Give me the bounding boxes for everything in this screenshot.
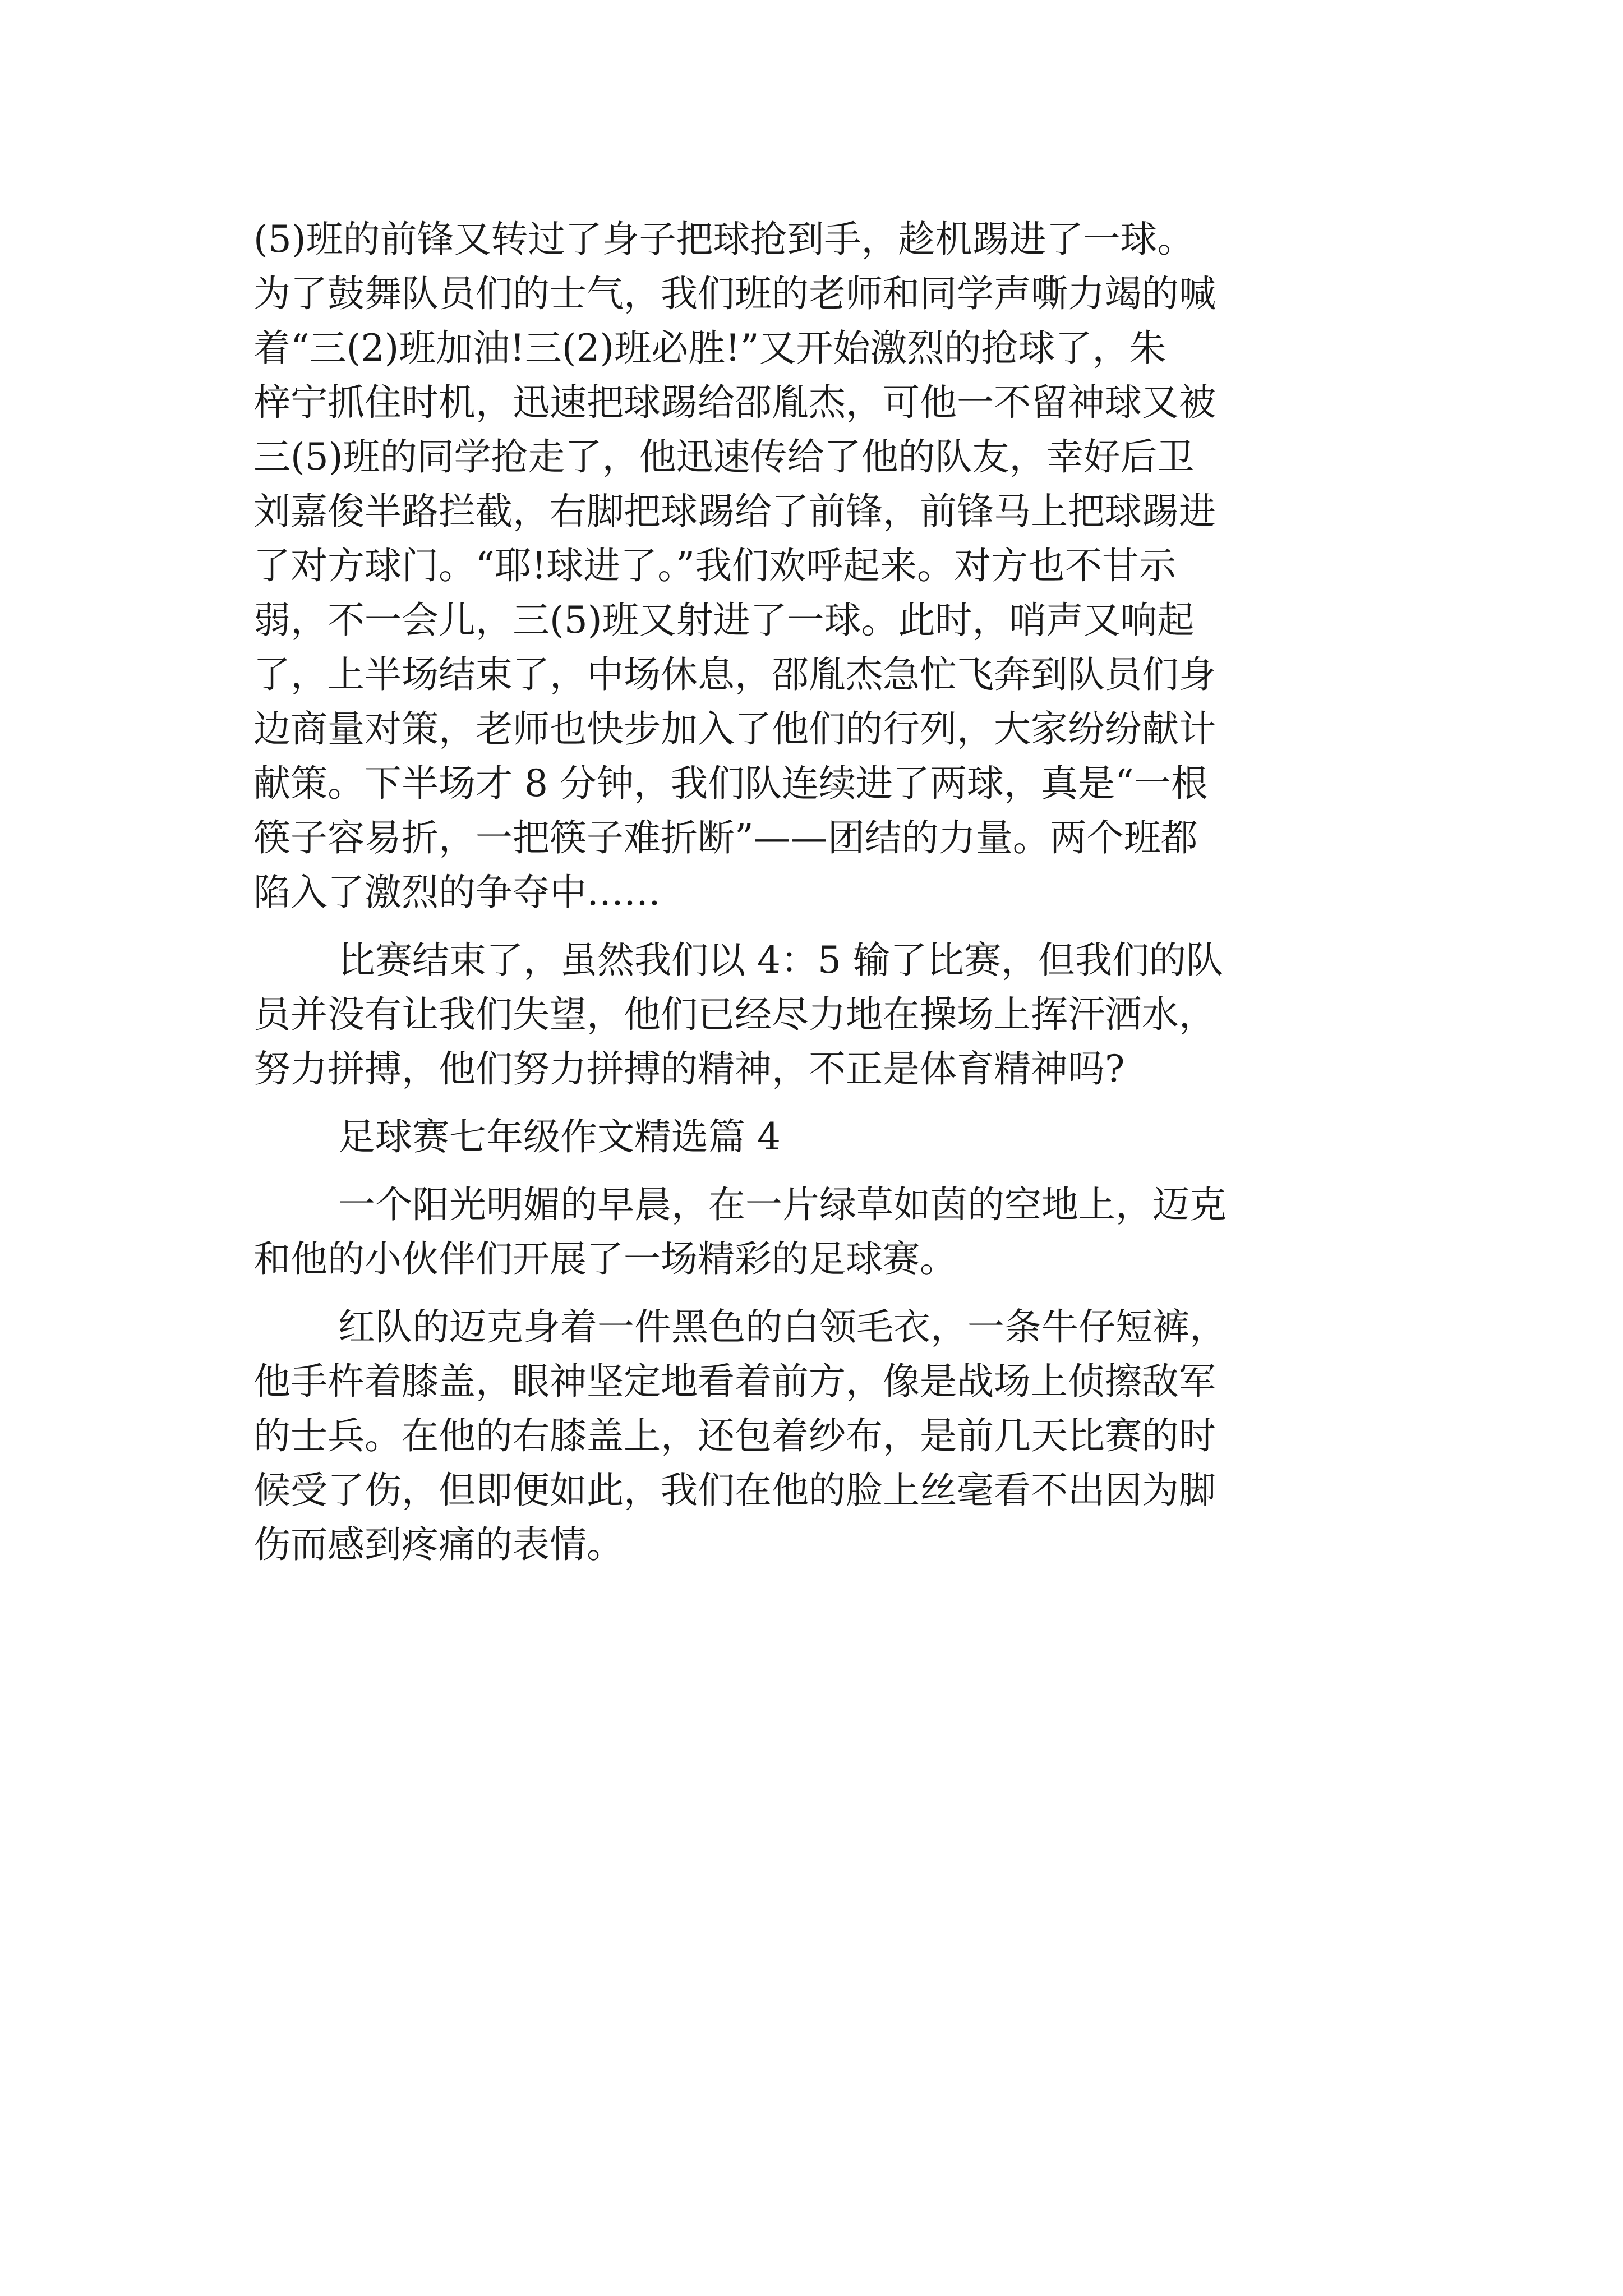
paragraph-first-line: 一个阳光明媚的早晨，在一片绿草如茵的空地上，迈克 [338, 1183, 1227, 1226]
text-line: 了，上半场结束了，中场休息，邵胤杰急忙飞奔到队员们身 [253, 653, 1216, 696]
text-line: 和他的小伙伴们开展了一场精彩的足球赛。 [253, 1237, 957, 1281]
article-body [253, 212, 1375, 1572]
text-line: 候受了伤，但即便如此，我们在他的脸上丝毫看不出因为脚 [253, 1469, 1216, 1512]
text-line: 献策。下半场才 8 分钟，我们队连续进了两球，真是“一根 [253, 762, 1208, 805]
text-line: 筷子容易折，一把筷子难折断”——团结的力量。两个班都 [253, 816, 1198, 859]
text-line: 着“三(2)班加油!三(2)班必胜!”又开始激烈的抢球了，朱 [253, 326, 1166, 370]
text-line: 伤而感到疼痛的表情。 [253, 1523, 624, 1566]
paragraph-first-line: 比赛结束了，虽然我们以 4：5 输了比赛，但我们的队 [338, 938, 1223, 982]
text-line: 员并没有让我们失望，他们已经尽力地在操场上挥汗洒水， [253, 993, 1216, 1036]
text-line: 弱，不一会儿，三(5)班又射进了一球。此时，哨声又响起 [253, 599, 1195, 642]
section-heading: 足球赛七年级作文精选篇 4 [338, 1115, 781, 1158]
text-line: 了对方球门。“耶!球进了。”我们欢呼起来。对方也不甘示 [253, 544, 1177, 587]
text-line: 刘嘉俊半路拦截，右脚把球踢给了前锋，前锋马上把球踢进 [253, 490, 1216, 533]
text-line: 梓宁抓住时机，迅速把球踢给邵胤杰，可他一不留神球又被 [253, 381, 1216, 424]
text-line: 他手杵着膝盖，眼神坚定地看着前方，像是战场上侦擦敌军 [253, 1360, 1216, 1403]
text-line: 边商量对策，老师也快步加入了他们的行列，大家纷纷献计 [253, 707, 1216, 751]
text-line: 为了鼓舞队员们的士气，我们班的老师和同学声嘶力竭的喊 [253, 272, 1216, 315]
text-line: 三(5)班的同学抢走了，他迅速传给了他的队友，幸好后卫 [253, 435, 1195, 478]
paragraph-first-line: 红队的迈克身着一件黑色的白领毛衣，一条牛仔短裤， [338, 1305, 1227, 1349]
text-line: 努力拼搏，他们努力拼搏的精神，不正是体育精神吗? [253, 1047, 1125, 1091]
text-line: (5)班的前锋又转过了身子把球抢到手，趁机踢进了一球。 [253, 218, 1195, 261]
text-line: 的士兵。在他的右膝盖上，还包着纱布，是前几天比赛的时 [253, 1414, 1216, 1457]
text-line: 陷入了激烈的争夺中…… [253, 871, 661, 914]
